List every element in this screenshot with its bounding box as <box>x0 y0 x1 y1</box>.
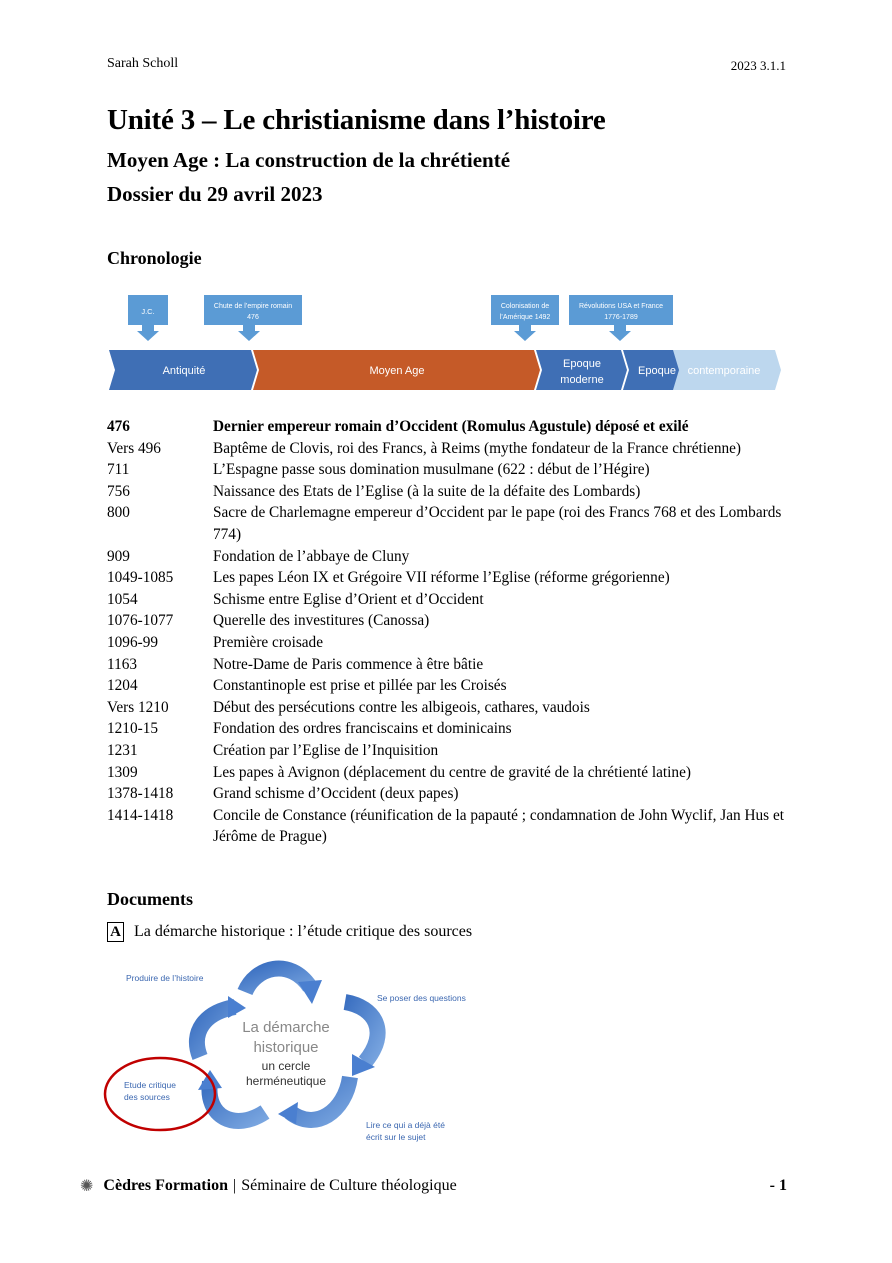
chronology-row <box>107 438 787 460</box>
chronology-date: 1378-1418 <box>107 785 174 803</box>
chronology-date: 476 <box>107 418 130 435</box>
footer-organization: Cèdres Formation <box>103 1177 228 1194</box>
diagram-label-read: Lire ce qui a déjà été <box>366 1120 445 1130</box>
chronology-row <box>107 589 787 611</box>
chronology-row <box>107 783 787 805</box>
timeline-marker-label: J.C. <box>141 307 155 316</box>
chronology-date: 909 <box>107 547 130 565</box>
diagram-label-questions: Se poser des questions <box>377 993 466 1003</box>
chronology-date: Vers 496 <box>107 439 161 457</box>
era-label: Antiquité <box>162 365 206 377</box>
chronology-date: 1309 <box>107 763 138 781</box>
footer-seminar: Séminaire de Culture théologique <box>241 1177 457 1194</box>
diagram-center-text: historique <box>253 1039 319 1056</box>
chronology-event: Création par l’Eglise de l’Inquisition <box>213 741 439 759</box>
era-label: Moyen Age <box>369 365 425 377</box>
historical-method-diagram <box>100 952 480 1148</box>
chronology-row <box>107 567 787 589</box>
timeline-marker-label: Révolutions USA et France <box>578 303 664 310</box>
chronology-event: L’Espagne passe sous domination musulmane (622 : début de l’Hégire) <box>213 461 650 479</box>
chronology-row <box>107 718 787 740</box>
page-subtitle: Moyen Age : La construction de la chrétienté <box>107 148 511 172</box>
chronology-event: Fondation de l’abbaye de Cluny <box>213 547 410 565</box>
timeline-marker-fall-of-rome <box>204 295 302 341</box>
chronology-table <box>107 416 787 848</box>
diagram-label-critique: Etude critique <box>124 1080 176 1090</box>
chronology-event: Les papes Léon IX et Grégoire VII réforme l’Eglise (réforme grégorienne) <box>213 569 670 587</box>
chronology-date: 1076-1077 <box>107 612 174 630</box>
era-label: Epoque <box>563 358 601 370</box>
chronology-date: 1210-15 <box>107 720 158 738</box>
diagram-center-text: un cercle <box>261 1059 311 1073</box>
chronology-row <box>107 675 787 697</box>
chronology-row <box>107 632 787 654</box>
chronology-row <box>107 459 787 481</box>
chronology-date: 1049-1085 <box>107 569 174 587</box>
timeline-marker-label: l’Amérique 1492 <box>499 314 551 321</box>
chronology-event: Sacre de Charlemagne empereur d’Occident par le pape (roi des Francs 768 et des Lombards 774) <box>213 504 782 543</box>
page-number: - 1 <box>769 1177 787 1194</box>
timeline-marker-label: Colonisation de <box>500 303 550 310</box>
page-title: Unité 3 – Le christianisme dans l’histoire <box>107 104 606 136</box>
chronology-date: 1414-1418 <box>107 806 174 824</box>
era-label: contemporaine <box>687 365 761 377</box>
document-a-heading <box>107 922 472 942</box>
chronology-event: Baptême de Clovis, roi des Francs, à Reims (mythe fondateur de la France chrétienne) <box>213 439 741 457</box>
chronology-date: 1231 <box>107 741 138 759</box>
chronology-event: Première croisade <box>213 633 323 651</box>
chronology-date: 1096-99 <box>107 633 158 651</box>
chronology-event: Les papes à Avignon (déplacement du centre de gravité de la chrétienté latine) <box>213 763 691 781</box>
chronology-event: Querelle des investitures (Canossa) <box>213 612 430 630</box>
chronology-event: Constantinople est prise et pillée par les Croisés <box>213 677 507 695</box>
chronology-date: Vers 1210 <box>107 698 169 716</box>
chronology-date: 1204 <box>107 677 138 695</box>
chronology-event: Fondation des ordres franciscains et dominicains <box>213 720 512 738</box>
timeline-marker-label: 1776-1789 <box>604 314 638 321</box>
diagram-label-critique: des sources <box>124 1092 170 1102</box>
timeline-marker-revolutions <box>569 295 673 341</box>
diagram-center-text: La démarche <box>242 1019 330 1036</box>
chronology-date: 1163 <box>107 655 138 673</box>
header-author: Sarah Scholl <box>107 56 179 71</box>
flower-icon: ✺ <box>80 1178 94 1195</box>
page-footer <box>80 1176 787 1196</box>
chronology-row <box>107 481 787 503</box>
chronology-event: Notre-Dame de Paris commence à être bâtie <box>213 655 484 673</box>
chronology-heading: Chronologie <box>107 248 202 268</box>
document-a-letter: A <box>107 922 124 942</box>
chronology-date: 1054 <box>107 590 138 608</box>
chronology-event: Concile de Constance (réunification de la papauté ; condamnation de John Wyclif, Jan Hus et Jérôme de Prague) <box>213 806 784 846</box>
header-code: 2023 3.1.1 <box>730 58 786 73</box>
chronology-date: 711 <box>107 461 130 479</box>
chronology-date: 800 <box>107 504 130 522</box>
chronology-event: Schisme entre Eglise d’Orient et d’Occident <box>213 590 484 608</box>
chronology-row <box>107 502 787 545</box>
diagram-center-text: herméneutique <box>245 1074 327 1088</box>
chronology-row <box>107 805 787 848</box>
dossier-date: Dossier du 29 avril 2023 <box>107 182 323 206</box>
chronology-event: Grand schisme d’Occident (deux papes) <box>213 785 459 803</box>
chronology-event: Dernier empereur romain d’Occident (Romulus Agustule) déposé et exilé <box>213 418 689 435</box>
chronology-row <box>107 697 787 719</box>
era-label: Epoque <box>638 365 676 377</box>
chronology-event: Début des persécutions contre les albigeois, cathares, vaudois <box>213 698 590 716</box>
chronology-event: Naissance des Etats de l’Eglise (à la suite de la défaite des Lombards) <box>213 482 641 500</box>
timeline-marker-colonisation <box>491 295 559 341</box>
documents-heading: Documents <box>107 889 193 909</box>
era-label: moderne <box>560 374 604 386</box>
footer-separator: | <box>232 1177 237 1194</box>
chronology-row <box>107 610 787 632</box>
timeline-marker-jc <box>128 295 168 341</box>
timeline-marker-label: Chute de l’empire romain <box>213 303 293 310</box>
chronology-date: 756 <box>107 482 130 500</box>
chronology-row <box>107 762 787 784</box>
chronology-row <box>107 654 787 676</box>
timeline-marker-label: 476 <box>247 314 259 321</box>
chronology-row <box>107 546 787 568</box>
diagram-label-read: écrit sur le sujet <box>366 1132 426 1142</box>
diagram-label-produce: Produire de l’histoire <box>126 973 204 983</box>
chronology-row <box>107 740 787 762</box>
timeline-diagram <box>107 290 783 394</box>
chronology-row <box>107 416 787 438</box>
document-a-title: La démarche historique : l’étude critique des sources <box>134 923 473 940</box>
